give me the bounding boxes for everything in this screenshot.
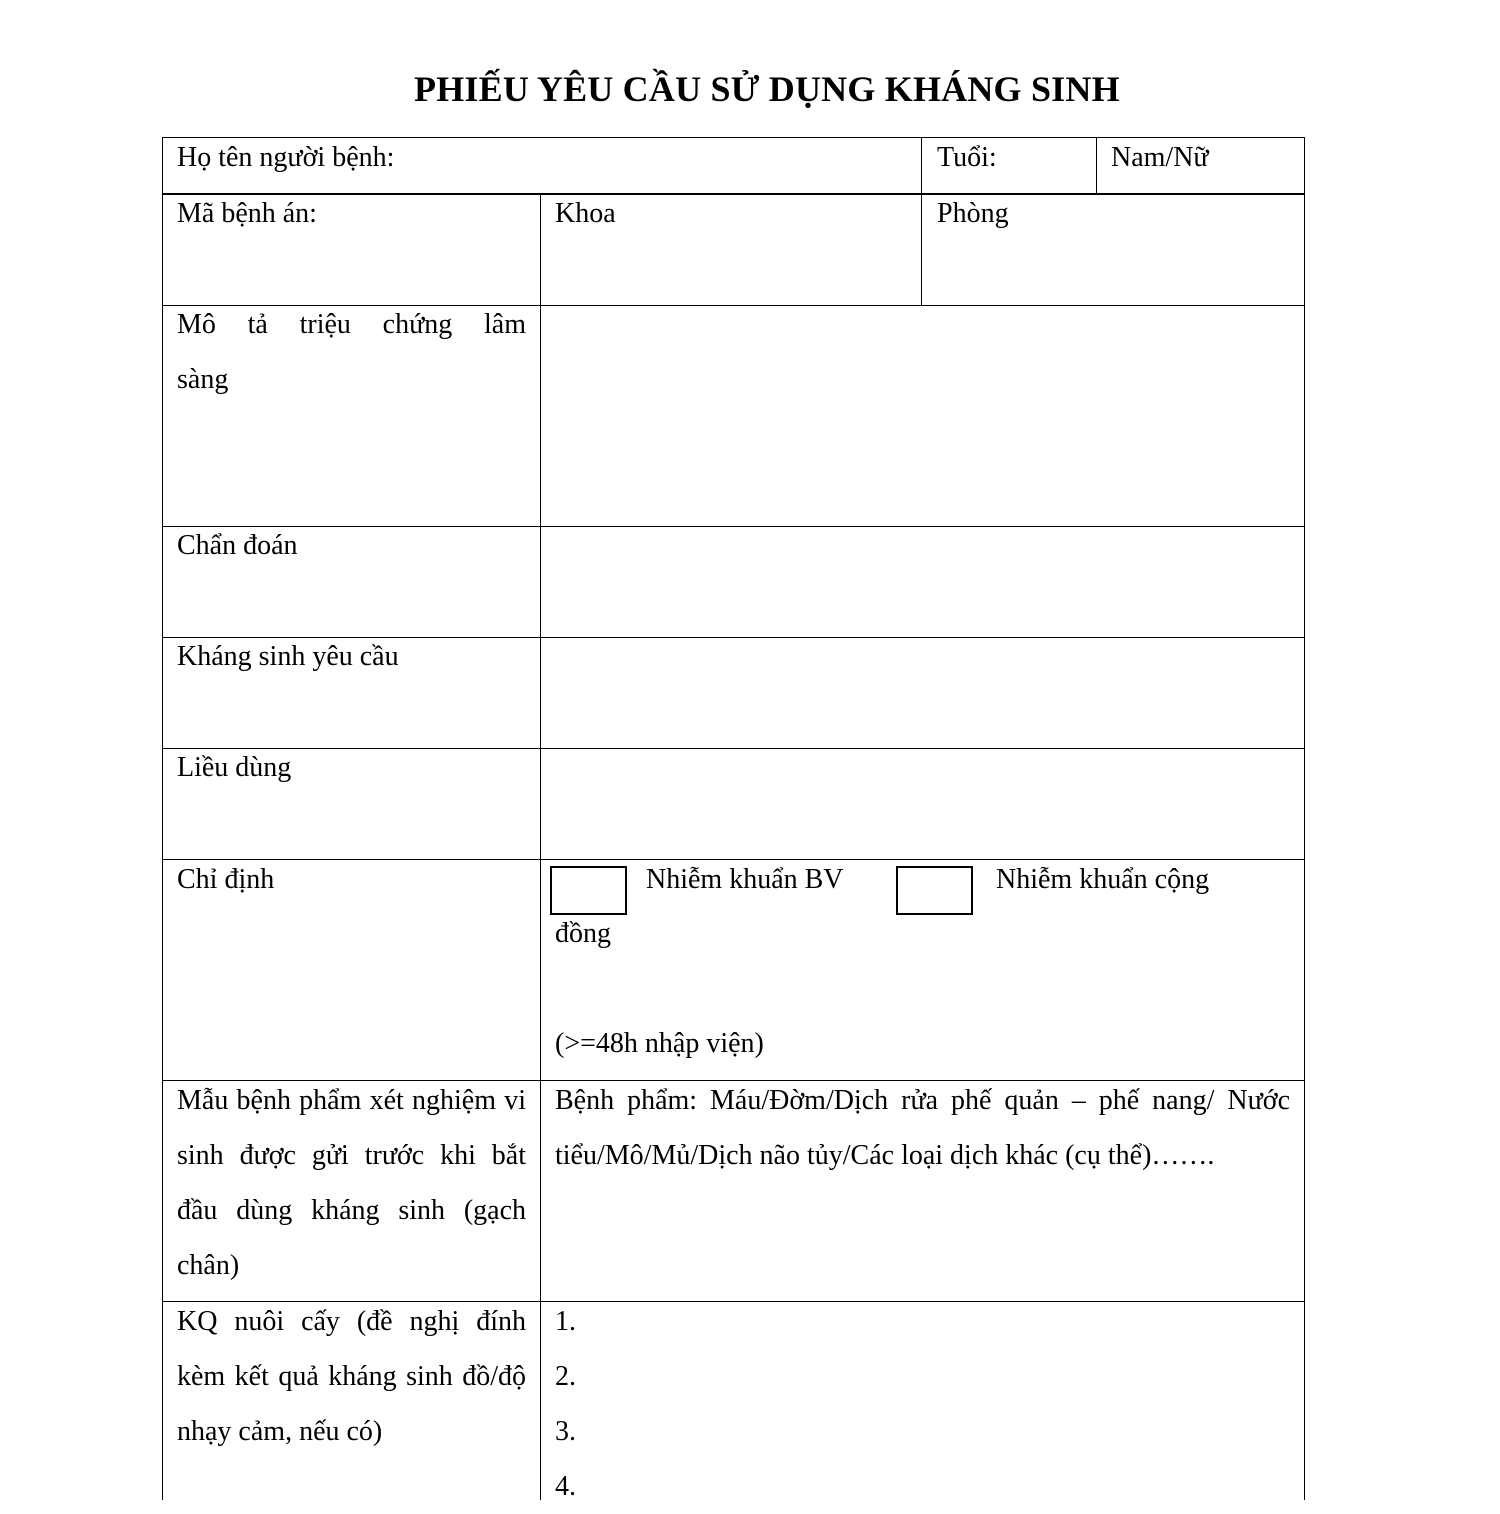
row-divider bbox=[162, 748, 1305, 749]
indication-label: Chỉ định bbox=[177, 864, 275, 895]
row-divider bbox=[162, 526, 1305, 527]
list-item: 4. bbox=[555, 1471, 576, 1502]
community-infection-checkbox[interactable] bbox=[896, 866, 973, 915]
room-label: Phòng bbox=[937, 198, 1009, 229]
record-id-label: Mã bệnh án: bbox=[177, 198, 317, 229]
list-item: 1. bbox=[555, 1306, 576, 1337]
age-label: Tuổi: bbox=[937, 142, 997, 173]
form-title: PHIẾU YÊU CẦU SỬ DỤNG KHÁNG SINH bbox=[414, 69, 1120, 109]
patient-name-label: Họ tên người bệnh: bbox=[177, 142, 395, 173]
department-label: Khoa bbox=[555, 198, 616, 229]
symptoms-label-cont: sàng bbox=[177, 364, 229, 395]
antibiotic-requested-label: Kháng sinh yêu cầu bbox=[177, 641, 399, 672]
column-divider bbox=[540, 194, 541, 1500]
culture-results-list bbox=[555, 1294, 576, 1514]
column-divider bbox=[1096, 137, 1097, 194]
list-item: 3. bbox=[555, 1416, 576, 1447]
culture-label: KQ nuôi cấy (đề nghị đính kèm kết quả kháng sinh đồ/độ nhạy cảm, nếu có) bbox=[177, 1306, 526, 1447]
list-item: 2. bbox=[555, 1361, 576, 1392]
symptoms-label: Mô tả triệu chứng lâm bbox=[177, 309, 526, 340]
row-divider bbox=[162, 193, 1305, 195]
hospital-infection-option: Nhiễm khuẩn BV bbox=[646, 864, 844, 895]
table-border-left bbox=[162, 137, 163, 1500]
specimen-label: Mẫu bệnh phẩm xét nghiệm vi sinh được gửi trước khi bắt đầu dùng kháng sinh (gạch chân) bbox=[177, 1085, 526, 1281]
community-infection-option-cont: đồng bbox=[555, 918, 611, 949]
gender-label: Nam/Nữ bbox=[1111, 142, 1209, 173]
column-divider bbox=[921, 137, 922, 305]
community-infection-option: Nhiễm khuẩn cộng bbox=[996, 864, 1210, 895]
specimen-text: Bệnh phẩm: Máu/Đờm/Dịch rửa phế quản – phế nang/ Nước tiểu/Mô/Mủ/Dịch não tủy/Các loại dịch khác (cụ thể)……. bbox=[555, 1085, 1290, 1171]
diagnosis-label: Chẩn đoán bbox=[177, 530, 298, 561]
table-border-right bbox=[1304, 137, 1305, 1500]
dosage-label: Liều dùng bbox=[177, 752, 292, 783]
hospital-infection-note: (>=48h nhập viện) bbox=[555, 1028, 764, 1059]
